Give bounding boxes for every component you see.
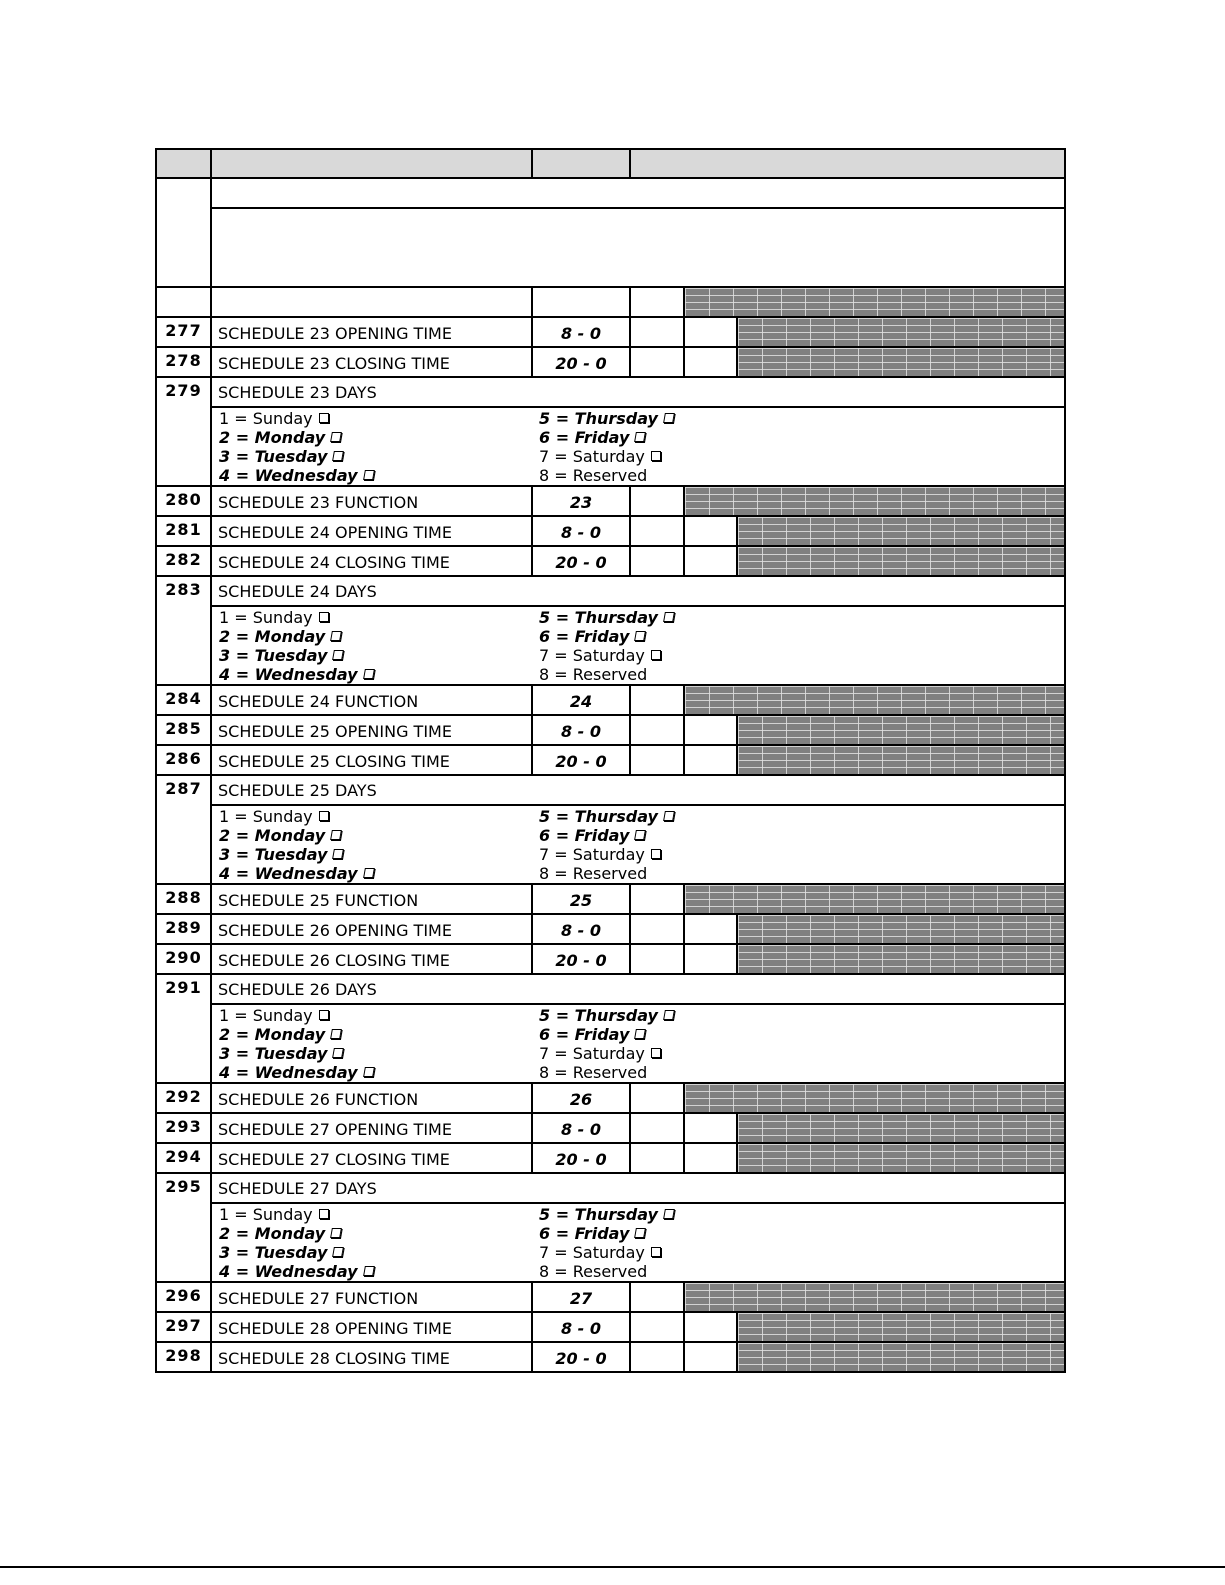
shaded-grid [685,686,1064,714]
checkbox-icon[interactable] [319,1010,329,1020]
option-description: SCHEDULE 23 DAYS [212,378,1064,408]
day-option [219,1044,343,1063]
day-option-label: 1 = Sunday [219,807,313,826]
shaded-grid [685,288,1064,316]
day-option-label: 2 = Monday [219,1224,326,1243]
day-option-label: 6 = Friday [539,428,630,447]
option-number: 289 [157,915,212,943]
day-option-label: 8 = Reserved [539,1063,648,1082]
day-options [212,1204,1064,1281]
default-value: 8 - 0 [533,318,631,346]
option-description: SCHEDULE 26 OPENING TIME [212,915,533,943]
default-value: 26 [533,1084,631,1112]
checkbox-icon[interactable] [651,1247,661,1257]
day-option [539,1205,674,1224]
day-option [219,409,329,428]
default-value: 24 [533,686,631,714]
blank-entry-box[interactable] [631,288,685,316]
day-option-label: 3 = Tuesday [219,845,328,864]
day-option [219,845,343,864]
day-option-label: 8 = Reserved [539,864,648,883]
checkbox-icon[interactable] [333,1048,345,1058]
default-value: 20 - 0 [533,945,631,973]
option-number: 295 [157,1174,212,1281]
entry-box[interactable] [631,1114,685,1142]
shaded-grid [738,1313,1064,1341]
checkbox-icon[interactable] [635,432,647,442]
blank-description-cell [212,288,533,316]
schedule-days-row [155,975,1066,1084]
entry-box[interactable] [685,915,738,943]
checkbox-icon[interactable] [663,811,675,821]
day-option-label: 7 = Saturday [539,1044,645,1063]
entry-box[interactable] [631,716,685,744]
day-option [539,845,661,864]
option-number: 285 [157,716,212,744]
checkbox-icon[interactable] [330,432,342,442]
schedule-time-row [155,1343,1066,1373]
shaded-grid [738,1144,1064,1172]
option-number: 283 [157,577,212,684]
option-number: 280 [157,487,212,515]
checkbox-icon[interactable] [333,1247,345,1257]
header-cell-default [533,150,631,177]
day-option [539,826,645,845]
day-options [212,806,1064,883]
intro-title-cell [212,179,1064,209]
checkbox-icon[interactable] [651,1048,661,1058]
shaded-grid [738,746,1064,774]
schedule-time-row [155,348,1066,378]
entry-box[interactable] [685,746,738,774]
table-header-row [155,150,1066,179]
option-description: SCHEDULE 27 FUNCTION [212,1283,533,1311]
day-option [539,646,661,665]
option-number: 293 [157,1114,212,1142]
day-option-label: 6 = Friday [539,1224,630,1243]
day-option-label: 1 = Sunday [219,1205,313,1224]
schedule-time-row [155,945,1066,975]
option-number: 282 [157,547,212,575]
checkbox-icon[interactable] [363,1067,375,1077]
option-description: SCHEDULE 26 FUNCTION [212,1084,533,1112]
day-option [219,466,374,485]
shaded-grid [685,1283,1064,1311]
shaded-grid [738,348,1064,376]
option-description: SCHEDULE 24 CLOSING TIME [212,547,533,575]
day-option-label: 5 = Thursday [539,807,658,826]
checkbox-icon[interactable] [319,612,329,622]
programming-table [155,148,1066,1373]
option-description: SCHEDULE 24 FUNCTION [212,686,533,714]
entry-box[interactable] [631,1144,685,1172]
day-option-label: 7 = Saturday [539,845,645,864]
blank-row [155,288,1066,318]
day-option-label: 6 = Friday [539,627,630,646]
header-cell-number [157,150,212,177]
checkbox-icon[interactable] [319,1209,329,1219]
option-number: 288 [157,885,212,913]
option-description: SCHEDULE 23 OPENING TIME [212,318,533,346]
day-option [219,627,341,646]
day-option [539,447,661,466]
header-cell-entry [631,150,1064,177]
default-value: 23 [533,487,631,515]
day-option [539,428,645,447]
day-option [539,665,647,684]
day-option [219,428,341,447]
option-description: SCHEDULE 28 CLOSING TIME [212,1343,533,1371]
option-description: SCHEDULE 23 FUNCTION [212,487,533,515]
checkbox-icon[interactable] [333,849,345,859]
option-number: 281 [157,517,212,545]
schedule-time-row [155,517,1066,547]
entry-box[interactable] [631,686,685,714]
entry-box[interactable] [685,547,738,575]
default-value: 8 - 0 [533,517,631,545]
default-value: 8 - 0 [533,1313,631,1341]
blank-default-cell [533,288,631,316]
default-value: 25 [533,885,631,913]
default-value: 20 - 0 [533,547,631,575]
option-number: 291 [157,975,212,1082]
day-option-label: 3 = Tuesday [219,1243,328,1262]
entry-box[interactable] [631,885,685,913]
schedule-days-row [155,1174,1066,1283]
option-number: 278 [157,348,212,376]
checkbox-icon[interactable] [330,1228,342,1238]
option-description: SCHEDULE 25 DAYS [212,776,1064,806]
intro-number-cell [157,179,212,286]
schedule-function-row [155,487,1066,517]
day-option [219,447,343,466]
day-option [219,1224,341,1243]
entry-box[interactable] [631,1084,685,1112]
day-option [539,1262,647,1281]
entry-box[interactable] [685,1114,738,1142]
checkbox-icon[interactable] [330,631,342,641]
checkbox-icon[interactable] [363,470,375,480]
day-option [219,826,341,845]
blank-number-cell [157,288,212,316]
option-description: SCHEDULE 27 CLOSING TIME [212,1144,533,1172]
day-option [219,608,329,627]
checkbox-icon[interactable] [635,1228,647,1238]
schedule-days-row [155,776,1066,885]
schedule-time-row [155,547,1066,577]
checkbox-icon[interactable] [333,451,345,461]
day-option [539,1224,645,1243]
page-bottom-rule [0,1566,1225,1568]
entry-box[interactable] [685,318,738,346]
schedule-function-row [155,686,1066,716]
option-description: SCHEDULE 24 OPENING TIME [212,517,533,545]
day-options [212,408,1064,485]
day-option-label: 7 = Saturday [539,1243,645,1262]
shaded-grid [685,487,1064,515]
entry-box[interactable] [685,1144,738,1172]
entry-box[interactable] [631,1283,685,1311]
option-number: 286 [157,746,212,774]
day-option [539,807,674,826]
day-option [219,1262,374,1281]
schedule-time-row [155,1114,1066,1144]
shaded-grid [738,318,1064,346]
entry-box[interactable] [685,517,738,545]
checkbox-icon[interactable] [319,811,329,821]
day-option-label: 2 = Monday [219,1025,326,1044]
entry-box[interactable] [685,945,738,973]
shaded-grid [685,1084,1064,1112]
day-option [539,627,645,646]
option-description: SCHEDULE 25 FUNCTION [212,885,533,913]
schedule-time-row [155,1313,1066,1343]
day-option-label: 1 = Sunday [219,409,313,428]
entry-box[interactable] [631,517,685,545]
day-option-label: 4 = Wednesday [219,665,358,684]
day-option [219,864,374,883]
day-option-label: 7 = Saturday [539,646,645,665]
default-value: 20 - 0 [533,746,631,774]
day-option-label: 5 = Thursday [539,1205,658,1224]
default-value: 20 - 0 [533,1144,631,1172]
day-option-label: 8 = Reserved [539,665,648,684]
default-value: 27 [533,1283,631,1311]
option-description: SCHEDULE 23 CLOSING TIME [212,348,533,376]
option-description: SCHEDULE 26 CLOSING TIME [212,945,533,973]
day-option-label: 3 = Tuesday [219,447,328,466]
shaded-grid [738,547,1064,575]
checkbox-icon[interactable] [663,1209,675,1219]
option-number: 292 [157,1084,212,1112]
schedule-function-row [155,1283,1066,1313]
day-option [539,409,674,428]
option-number: 287 [157,776,212,883]
entry-box[interactable] [631,746,685,774]
option-description: SCHEDULE 26 DAYS [212,975,1064,1005]
day-option-label: 6 = Friday [539,1025,630,1044]
day-option-label: 5 = Thursday [539,608,658,627]
entry-box[interactable] [685,1313,738,1341]
day-option [219,807,329,826]
checkbox-icon[interactable] [363,1266,375,1276]
day-option [219,646,343,665]
header-cell-description [212,150,533,177]
shaded-grid [685,885,1064,913]
entry-box[interactable] [685,348,738,376]
entry-box[interactable] [631,547,685,575]
entry-box[interactable] [631,318,685,346]
option-description: SCHEDULE 25 OPENING TIME [212,716,533,744]
shaded-grid [738,517,1064,545]
day-option-label: 4 = Wednesday [219,1262,358,1281]
day-option-label: 2 = Monday [219,428,326,447]
checkbox-icon[interactable] [635,830,647,840]
day-option-label: 4 = Wednesday [219,466,358,485]
shaded-grid [738,945,1064,973]
entry-box[interactable] [631,1343,685,1371]
option-number: 297 [157,1313,212,1341]
shaded-grid [738,915,1064,943]
day-option [219,1006,329,1025]
day-option-label: 5 = Thursday [539,1006,658,1025]
checkbox-icon[interactable] [635,631,647,641]
option-number: 296 [157,1283,212,1311]
day-option-label: 2 = Monday [219,627,326,646]
entry-box[interactable] [685,716,738,744]
day-option-label: 4 = Wednesday [219,1063,358,1082]
day-option-label: 4 = Wednesday [219,864,358,883]
checkbox-icon[interactable] [363,669,375,679]
checkbox-icon[interactable] [330,830,342,840]
day-option [539,608,674,627]
schedule-days-row [155,378,1066,487]
entry-box[interactable] [631,348,685,376]
option-number: 290 [157,945,212,973]
schedule-time-row [155,915,1066,945]
day-option [539,1044,661,1063]
schedule-function-row [155,885,1066,915]
default-value: 8 - 0 [533,1114,631,1142]
option-number: 294 [157,1144,212,1172]
entry-box[interactable] [631,487,685,515]
day-option [219,665,374,684]
shaded-grid [738,1114,1064,1142]
day-option-label: 5 = Thursday [539,409,658,428]
shaded-grid [738,716,1064,744]
option-number: 284 [157,686,212,714]
shaded-grid [738,1343,1064,1371]
checkbox-icon[interactable] [333,650,345,660]
day-option [539,864,647,883]
schedule-function-row [155,1084,1066,1114]
day-option [539,1025,645,1044]
day-option [539,1063,647,1082]
schedule-time-row [155,746,1066,776]
schedule-time-row [155,318,1066,348]
entry-box[interactable] [631,945,685,973]
day-options [212,607,1064,684]
checkbox-icon[interactable] [330,1029,342,1039]
schedule-days-row [155,577,1066,686]
day-option-label: 3 = Tuesday [219,646,328,665]
checkbox-icon[interactable] [319,413,329,423]
checkbox-icon[interactable] [651,451,661,461]
checkbox-icon[interactable] [651,849,661,859]
entry-box[interactable] [685,1343,738,1371]
schedule-time-row [155,716,1066,746]
option-description: SCHEDULE 24 DAYS [212,577,1064,607]
day-option [219,1063,374,1082]
day-option-label: 8 = Reserved [539,466,648,485]
checkbox-icon[interactable] [363,868,375,878]
day-option [539,1006,674,1025]
checkbox-icon[interactable] [663,1010,675,1020]
day-option-label: 8 = Reserved [539,1262,648,1281]
default-value: 20 - 0 [533,348,631,376]
option-description: SCHEDULE 28 OPENING TIME [212,1313,533,1341]
entry-box[interactable] [631,915,685,943]
day-option-label: 1 = Sunday [219,608,313,627]
day-option-label: 1 = Sunday [219,1006,313,1025]
day-options [212,1005,1064,1082]
day-option [539,1243,661,1262]
default-value: 8 - 0 [533,915,631,943]
option-number: 277 [157,318,212,346]
day-option-label: 7 = Saturday [539,447,645,466]
option-number: 279 [157,378,212,485]
schedule-time-row [155,1144,1066,1174]
day-option [219,1205,329,1224]
option-description: SCHEDULE 27 OPENING TIME [212,1114,533,1142]
day-option-label: 6 = Friday [539,826,630,845]
default-value: 20 - 0 [533,1343,631,1371]
intro-block [155,179,1066,288]
entry-box[interactable] [631,1313,685,1341]
checkbox-icon[interactable] [663,413,675,423]
option-number: 298 [157,1343,212,1371]
option-description: SCHEDULE 27 DAYS [212,1174,1064,1204]
checkbox-icon[interactable] [663,612,675,622]
checkbox-icon[interactable] [635,1029,647,1039]
day-option [539,466,647,485]
day-option [219,1243,343,1262]
default-value: 8 - 0 [533,716,631,744]
option-rows [155,318,1066,1373]
option-description: SCHEDULE 25 CLOSING TIME [212,746,533,774]
day-option-label: 3 = Tuesday [219,1044,328,1063]
day-option [219,1025,341,1044]
checkbox-icon[interactable] [651,650,661,660]
day-option-label: 2 = Monday [219,826,326,845]
